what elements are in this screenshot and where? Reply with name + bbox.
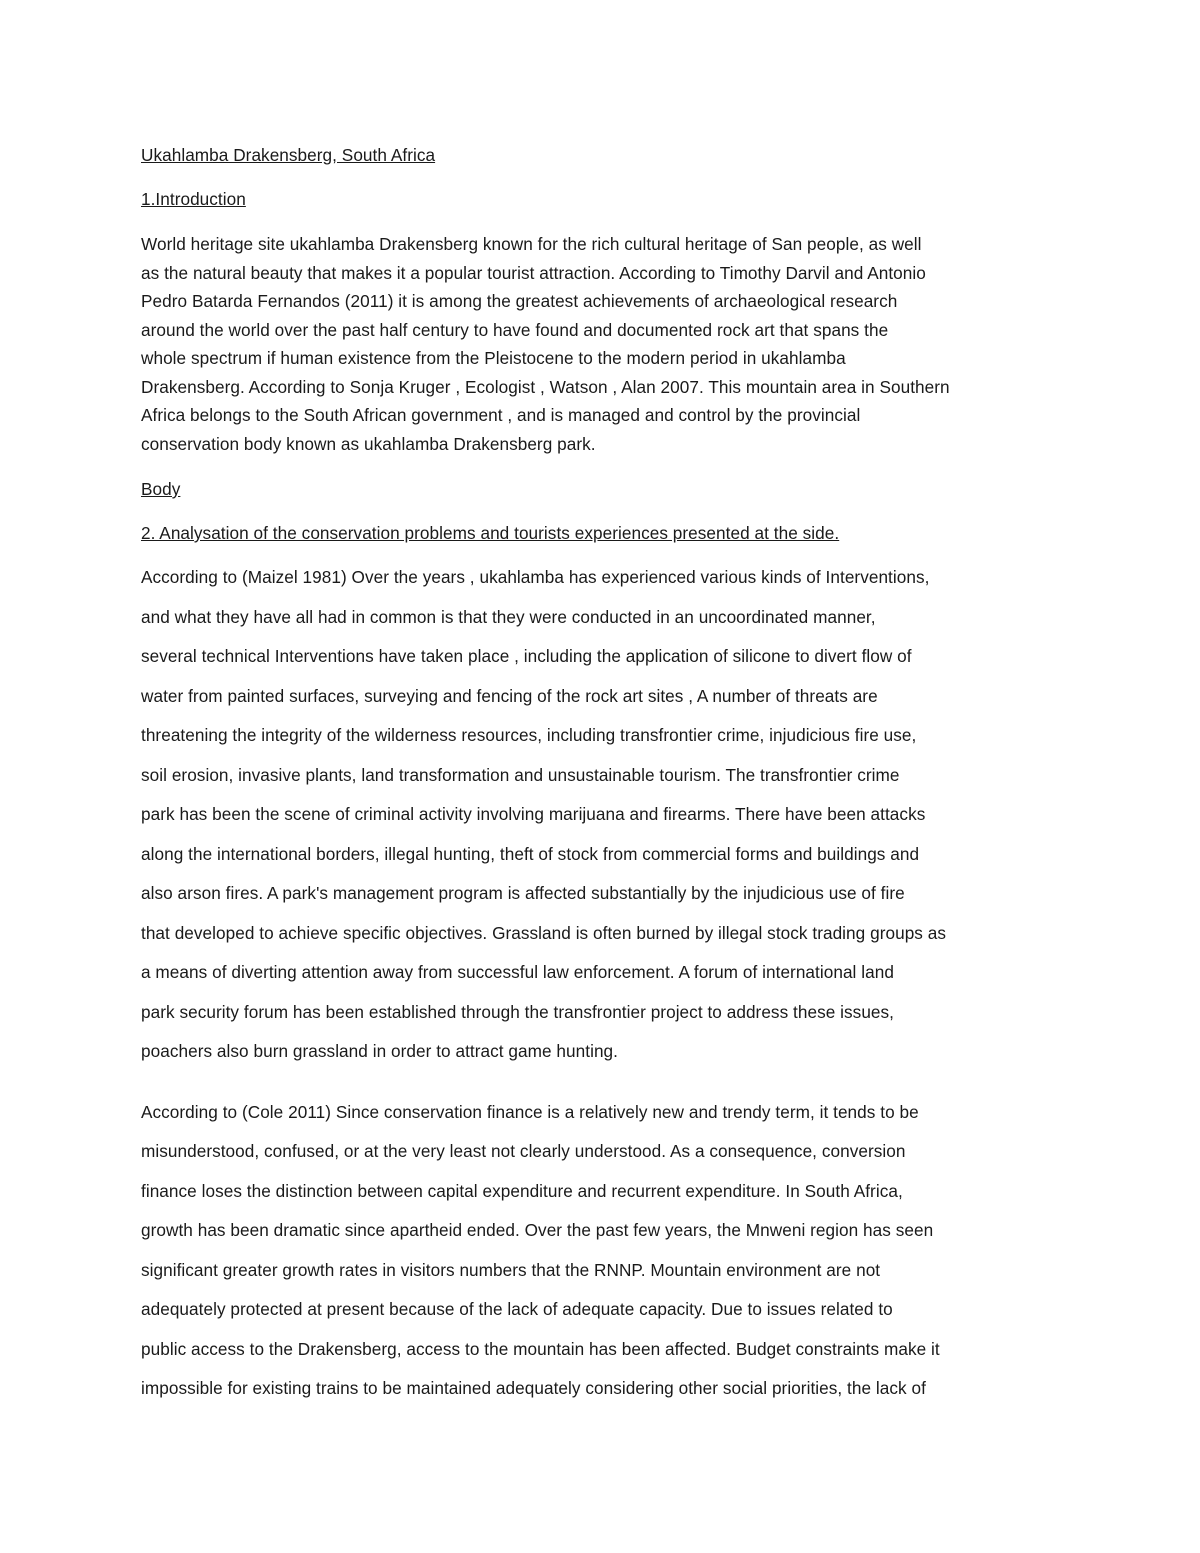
introduction-paragraph	[141, 230, 1063, 458]
paragraph-line: several technical Interventions have taken place , including the application of silicone to divert flow of	[141, 646, 912, 666]
paragraph-line: along the international borders, illegal hunting, theft of stock from commercial forms and buildings and	[141, 843, 920, 864]
paragraph-line: adequately protected at present because of the lack of adequate capacity. Due to issues related to	[141, 1299, 893, 1319]
paragraph-line: threatening the integrity of the wilderness resources, including transfrontier crime, injudicious fire use,	[141, 725, 917, 745]
paragraph-line: impossible for existing trains to be maintained adequately considering other social priorities, the lack of	[141, 1378, 926, 1398]
paragraph-line: and what they have all had in common is that they were conducted in an uncoordinated manner,	[141, 606, 876, 627]
document-content	[141, 142, 1063, 1409]
paragraph-line: World heritage site ukahlamba Drakensberg known for the rich cultural heritage of San people, as well	[141, 234, 922, 254]
paragraph-line: park security forum has been established through the transfrontier project to address these issues,	[141, 1001, 895, 1022]
paragraph-line: According to (Maizel 1981) Over the years , ukahlamba has experienced various kinds of Interventions,	[141, 567, 930, 587]
paragraph-line: whole spectrum if human existence from the Pleistocene to the modern period in ukahlamba	[141, 348, 846, 368]
paragraph-line: growth has been dramatic since apartheid ended. Over the past few years, the Mnweni region has seen	[141, 1220, 934, 1240]
paragraph-line: water from painted surfaces, surveying and fencing of the rock art sites , A number of threats are	[141, 685, 878, 706]
paragraph-line: public access to the Drakensberg, access to the mountain has been affected. Budget constraints make it	[141, 1338, 940, 1359]
paragraph-line: around the world over the past half century to have found and documented rock art that spans the	[141, 319, 889, 340]
analysis-paragraph-1	[141, 558, 1063, 1072]
paragraph-line: that developed to achieve specific objectives. Grassland is often burned by illegal stock trading groups as	[141, 922, 947, 943]
introduction-heading: 1.Introduction	[141, 189, 246, 209]
paragraph-line: park has been the scene of criminal activity involving marijuana and firearms. There have been attacks	[141, 804, 926, 824]
body-heading: Body	[141, 479, 181, 499]
paragraph-line: Pedro Batarda Fernandos (2011) it is among the greatest achievements of archaeological research	[141, 291, 898, 311]
paragraph-line: a means of diverting attention away from successful law enforcement. A forum of international land	[141, 962, 894, 982]
analysis-paragraph-2	[141, 1093, 1063, 1409]
paragraph-line: Africa belongs to the South African government , and is managed and control by the provincial	[141, 405, 861, 425]
paragraph-line: as the natural beauty that makes it a popular tourist attraction. According to Timothy Darvil and Antonio	[141, 262, 926, 283]
document-title: Ukahlamba Drakensberg, South Africa	[141, 145, 436, 165]
paragraph-line: significant greater growth rates in visitors numbers that the RNNP. Mountain environment are not	[141, 1259, 881, 1280]
analysis-heading: 2. Analysation of the conservation problems and tourists experiences presented at the side.	[141, 523, 840, 543]
paragraph-line: also arson fires. A park's management program is affected substantially by the injudicious use of fire	[141, 883, 905, 903]
paragraph-line: finance loses the distinction between capital expenditure and recurrent expenditure. In South Africa,	[141, 1180, 903, 1201]
paragraph-line: conservation body known as ukahlamba Drakensberg park.	[141, 433, 596, 454]
paragraph-line: Drakensberg. According to Sonja Kruger , Ecologist , Watson , Alan 2007. This mountain area in Southern	[141, 376, 950, 397]
paragraph-line: poachers also burn grassland in order to attract game hunting.	[141, 1041, 618, 1061]
paragraph-line: misunderstood, confused, or at the very least not clearly understood. As a consequence, conversion	[141, 1141, 906, 1161]
paragraph-line: soil erosion, invasive plants, land transformation and unsustainable tourism. The transfrontier crime	[141, 764, 900, 785]
paragraph-line: According to (Cole 2011) Since conservation finance is a relatively new and trendy term, it tends to be	[141, 1101, 919, 1122]
